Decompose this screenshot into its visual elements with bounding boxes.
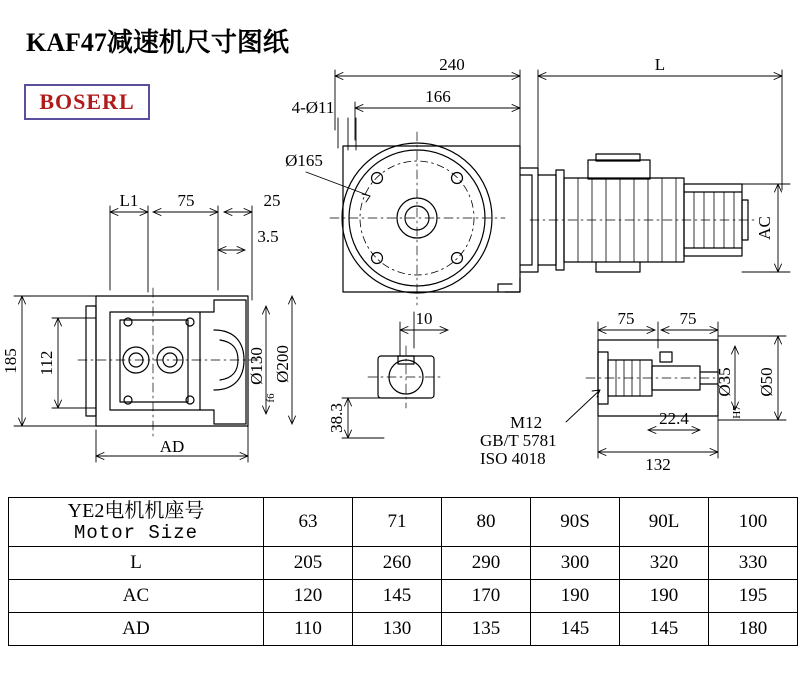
- dim-dia50: Ø50: [757, 367, 776, 397]
- cell-AC-4: 190: [620, 580, 709, 613]
- dim-166: 166: [425, 87, 451, 106]
- table-row: [9, 580, 798, 613]
- cell-AD-1: 130: [353, 613, 442, 646]
- table-header-line1: YE2电机机座号: [67, 500, 205, 523]
- table-header-size-0: 63: [264, 498, 353, 547]
- dim-38-3: 38.3: [327, 403, 346, 433]
- motor-size-table: [8, 497, 798, 646]
- table-header-size-4: 90L: [620, 498, 709, 547]
- table-header-row: [9, 498, 798, 547]
- bolt-gb-standard: GB/T 5781: [480, 431, 557, 450]
- dim-dia35-sup: H7: [731, 405, 743, 419]
- table-header-line2: Motor Size: [73, 521, 199, 544]
- row-label-AD: AD: [9, 613, 264, 646]
- row-label-L: L: [9, 547, 264, 580]
- cell-L-5: 330: [709, 547, 798, 580]
- dim-132: 132: [645, 455, 671, 474]
- table-row: [9, 547, 798, 580]
- cell-AD-2: 135: [442, 613, 531, 646]
- cell-AD-0: 110: [264, 613, 353, 646]
- dim-L: L: [654, 55, 666, 74]
- table-header-size-2: 80: [442, 498, 531, 547]
- table-header-size-1: 71: [353, 498, 442, 547]
- bolt-iso-standard: ISO 4018: [480, 449, 546, 468]
- dim-25: 25: [263, 191, 281, 210]
- cell-AC-3: 190: [531, 580, 620, 613]
- table-header-size-3: 90S: [531, 498, 620, 547]
- dim-dia130: Ø130: [247, 347, 266, 385]
- cell-AD-3: 145: [531, 613, 620, 646]
- dim-75-right-b: 75: [679, 309, 697, 328]
- cell-AD-5: 180: [709, 613, 798, 646]
- cell-AC-0: 120: [264, 580, 353, 613]
- dim-22-4: 22.4: [659, 409, 689, 428]
- dim-10: 10: [415, 309, 433, 328]
- bolt-m12: M12: [510, 413, 543, 432]
- table-row: [9, 613, 798, 646]
- dim-AD: AD: [159, 437, 185, 456]
- dim-4xd11: 4-Ø11: [291, 98, 335, 117]
- table-header-size-5: 100: [709, 498, 798, 547]
- dim-AC: AC: [755, 216, 774, 240]
- dim-112: 112: [37, 350, 56, 376]
- table-header-motor-size: [9, 498, 264, 547]
- dim-dia165: Ø165: [285, 151, 323, 170]
- cell-L-0: 205: [264, 547, 353, 580]
- dim-dia35: Ø35: [715, 367, 734, 397]
- cell-AC-2: 170: [442, 580, 531, 613]
- dim-L1: L1: [119, 191, 139, 210]
- page-title: KAF47减速机尺寸图纸: [26, 28, 289, 57]
- cell-L-3: 300: [531, 547, 620, 580]
- cell-L-1: 260: [353, 547, 442, 580]
- dim-dia200: Ø200: [273, 345, 292, 383]
- row-label-AC: AC: [9, 580, 264, 613]
- dim-3-5: 3.5: [257, 227, 279, 246]
- dim-185: 185: [1, 348, 20, 374]
- cell-L-4: 320: [620, 547, 709, 580]
- cell-AC-1: 145: [353, 580, 442, 613]
- cell-AD-4: 145: [620, 613, 709, 646]
- cell-L-2: 290: [442, 547, 531, 580]
- dim-75-right-a: 75: [617, 309, 635, 328]
- dim-75-left: 75: [177, 191, 195, 210]
- brand-logo-text: BOSERL: [39, 89, 135, 114]
- cell-AC-5: 195: [709, 580, 798, 613]
- dim-dia130-sup: f6: [265, 393, 277, 403]
- dim-240: 240: [439, 55, 465, 74]
